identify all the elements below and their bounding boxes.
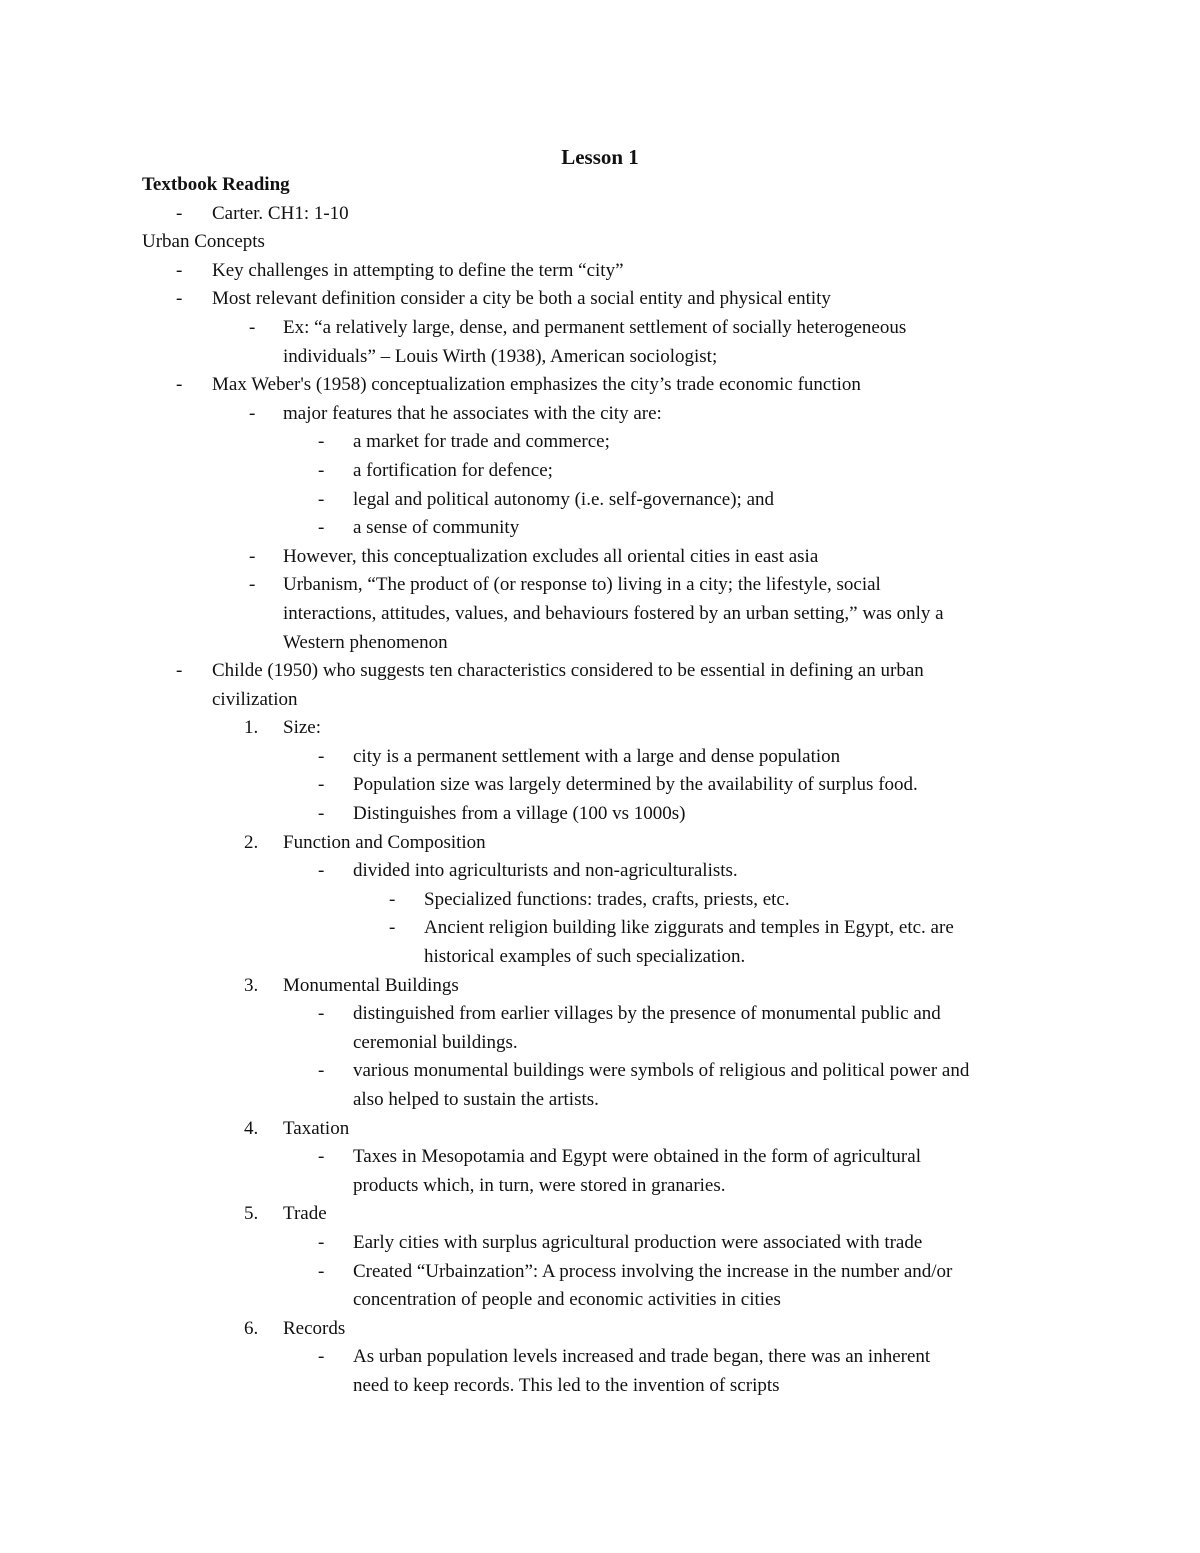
line-text: Distinguishes from a village (100 vs 1000s): [353, 803, 686, 825]
list-item: [0, 457, 1200, 486]
numbered-heading: [0, 829, 1200, 858]
line-text: Function and Composition: [283, 831, 486, 853]
dash-bullet: -: [176, 660, 183, 682]
dash-bullet: -: [176, 288, 183, 310]
line-text: Early cities with surplus agricultural production were associated with trade: [353, 1231, 923, 1253]
dash-bullet: -: [318, 1146, 325, 1168]
text-line: [0, 1172, 1200, 1201]
dash-bullet: -: [176, 202, 183, 224]
line-text: However, this conceptualization excludes all oriental cities in east asia: [283, 545, 819, 567]
dash-bullet: -: [249, 574, 256, 596]
text-line: [0, 343, 1200, 372]
line-text: individuals” – Louis Wirth (1938), American sociologist;: [283, 345, 718, 367]
dash-bullet: -: [318, 488, 325, 510]
line-text: interactions, attitudes, values, and behaviours fostered by an urban setting,” was only a: [283, 602, 944, 624]
list-item: [0, 1000, 1200, 1029]
list-item: [0, 886, 1200, 915]
list-item: [0, 285, 1200, 314]
line-text: Western phenomenon: [283, 631, 448, 653]
line-text: a sense of community: [353, 517, 520, 539]
line-text: civilization: [212, 688, 298, 710]
dash-bullet: -: [389, 888, 396, 910]
list-item: [0, 257, 1200, 286]
list-item: [0, 400, 1200, 429]
line-text: products which, in turn, were stored in granaries.: [353, 1174, 726, 1196]
line-text: Size:: [283, 717, 321, 739]
text-line: [0, 600, 1200, 629]
list-item: [0, 486, 1200, 515]
line-text: also helped to sustain the artists.: [353, 1089, 599, 1110]
numbered-heading: [0, 714, 1200, 743]
dash-bullet: -: [318, 860, 325, 882]
list-number: 5.: [244, 1203, 259, 1225]
text-line: [0, 228, 1200, 257]
line-text: Urbanism, “The product of (or response to) living in a city; the lifestyle, social: [283, 574, 881, 596]
dash-bullet: -: [318, 803, 325, 825]
text-line: [0, 629, 1200, 658]
numbered-heading: [0, 1115, 1200, 1144]
line-text: Ex: “a relatively large, dense, and permanent settlement of socially heterogeneous: [283, 316, 907, 338]
document-body: [0, 171, 1200, 1401]
page-title: Lesson 1: [561, 145, 639, 169]
list-item: [0, 657, 1200, 686]
line-text: divided into agriculturists and non-agriculturalists.: [353, 860, 738, 882]
dash-bullet: -: [318, 517, 325, 539]
text-line: [0, 1286, 1200, 1315]
list-item: [0, 1343, 1200, 1372]
list-item: [0, 914, 1200, 943]
line-text: various monumental buildings were symbols of religious and political power and: [353, 1060, 970, 1082]
line-text: a fortification for defence;: [353, 459, 553, 481]
text-line: [0, 1372, 1200, 1401]
list-item: [0, 371, 1200, 400]
numbered-heading: [0, 972, 1200, 1001]
line-text: major features that he associates with the city are:: [283, 402, 662, 424]
list-number: 4.: [244, 1117, 259, 1139]
line-text: city is a permanent settlement with a large and dense population: [353, 745, 841, 767]
dash-bullet: -: [176, 374, 183, 396]
text-line: [0, 1029, 1200, 1058]
list-item: [0, 1057, 1200, 1086]
list-item: [0, 771, 1200, 800]
line-text: As urban population levels increased and trade began, there was an inherent: [353, 1346, 931, 1368]
list-item: [0, 314, 1200, 343]
line-text: Specialized functions: trades, crafts, priests, etc.: [424, 888, 790, 910]
dash-bullet: -: [318, 1260, 325, 1282]
line-text: Trade: [283, 1203, 327, 1225]
dash-bullet: -: [318, 1060, 325, 1082]
section-heading: Textbook Reading: [142, 174, 290, 195]
list-item: [0, 200, 1200, 229]
line-text: Taxes in Mesopotamia and Egypt were obtained in the form of agricultural: [353, 1146, 921, 1168]
list-number: 2.: [244, 831, 259, 853]
line-text: a market for trade and commerce;: [353, 431, 610, 453]
line-text: Childe (1950) who suggests ten characteristics considered to be essential in defining an urban: [212, 660, 924, 682]
line-text: Urban Concepts: [142, 231, 265, 253]
line-text: historical examples of such specialization.: [424, 946, 746, 968]
dash-bullet: -: [318, 1003, 325, 1025]
dash-bullet: -: [176, 259, 183, 281]
text-line: [0, 686, 1200, 715]
dash-bullet: -: [318, 774, 325, 796]
list-number: 6.: [244, 1317, 259, 1339]
list-item: [0, 1258, 1200, 1287]
line-text: concentration of people and economic activities in cities: [353, 1289, 781, 1311]
numbered-heading: [0, 1200, 1200, 1229]
list-number: 1.: [244, 717, 259, 739]
line-text: ceremonial buildings.: [353, 1031, 518, 1053]
dash-bullet: -: [318, 459, 325, 481]
line-text: Records: [283, 1317, 346, 1339]
dash-bullet: -: [318, 745, 325, 767]
line-text: Max Weber's (1958) conceptualization emphasizes the city’s trade economic function: [212, 374, 861, 396]
line-text: Monumental Buildings: [283, 974, 459, 996]
numbered-heading: [0, 1315, 1200, 1344]
text-line: [0, 943, 1200, 972]
list-number: 3.: [244, 974, 259, 996]
line-text: Taxation: [283, 1117, 350, 1139]
line-text: Key challenges in attempting to define the term “city”: [212, 259, 624, 281]
text-line: [0, 171, 1200, 200]
list-item: [0, 543, 1200, 572]
line-text: Carter. CH1: 1-10: [212, 202, 349, 224]
line-text: need to keep records. This led to the invention of scripts: [353, 1374, 780, 1396]
line-text: Ancient religion building like ziggurats and temples in Egypt, etc. are: [424, 917, 954, 939]
list-item: [0, 857, 1200, 886]
dash-bullet: -: [249, 402, 256, 424]
list-item: [0, 743, 1200, 772]
dash-bullet: -: [249, 545, 256, 567]
list-item: [0, 800, 1200, 829]
dash-bullet: -: [318, 1231, 325, 1253]
line-text: Most relevant definition consider a city be both a social entity and physical entity: [212, 288, 831, 310]
list-item: [0, 428, 1200, 457]
line-text: legal and political autonomy (i.e. self-governance); and: [353, 488, 775, 510]
list-item: [0, 514, 1200, 543]
dash-bullet: -: [318, 1346, 325, 1368]
list-item: [0, 1143, 1200, 1172]
line-text: distinguished from earlier villages by the presence of monumental public and: [353, 1003, 941, 1025]
text-line: [0, 1086, 1200, 1115]
dash-bullet: -: [249, 316, 256, 338]
list-item: [0, 571, 1200, 600]
list-item: [0, 1229, 1200, 1258]
line-text: Created “Urbainzation”: A process involving the increase in the number and/or: [353, 1260, 953, 1282]
dash-bullet: -: [389, 917, 396, 939]
dash-bullet: -: [318, 431, 325, 453]
line-text: Population size was largely determined by the availability of surplus food.: [353, 774, 918, 796]
